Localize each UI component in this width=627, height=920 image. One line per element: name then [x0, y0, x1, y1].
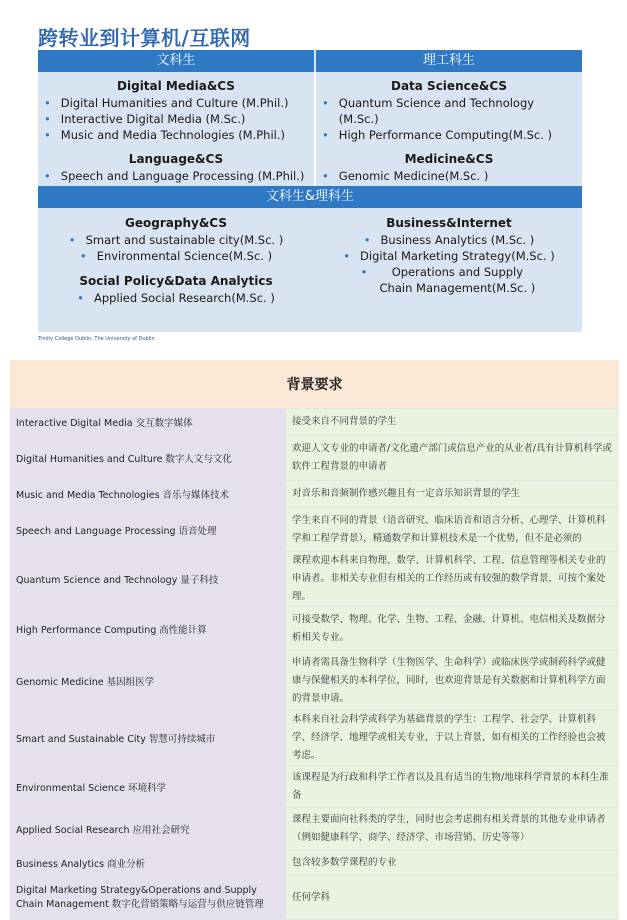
header-arts: 文科生 [38, 50, 314, 72]
bullet-icon: • [343, 249, 351, 263]
bullet-icon: • [44, 169, 51, 183]
requirement-cell: 课程主要面向社科类的学生，同时也会考虑拥有相关背景的其他专业申请者（例如健康科学、商学、经济学、市场营销、历史等等） [286, 808, 619, 851]
group-title: Business&Internet [386, 216, 512, 230]
list-item: • Business Analytics (M.Sc. ) [363, 233, 535, 247]
bullet-icon: • [363, 233, 371, 247]
program-cell: Music and Media Technologies 音乐与媒体技术 [10, 481, 286, 508]
requirement-cell: 该课程是为行政和科学工作者以及具有适当的生物/地球科学背景的本科生准备 [286, 766, 619, 808]
program-cell: Business Analytics 商业分析 [10, 851, 286, 876]
program-cell: Interactive Digital Media 交互数字媒体 [10, 409, 286, 436]
table-row [10, 851, 619, 876]
requirement-cell: 课程欢迎本科来自物理、数学、计算机科学、工程、信息管理等相关专业的申请者。非相关专业但有相关的工作经历或有较强的数学背景，可按个案处理。 [286, 552, 619, 607]
program-cell: Speech and Language Processing 语音处理 [10, 508, 286, 552]
table-row [10, 651, 619, 711]
list-item: • Smart and sustainable city(M.Sc. ) [68, 233, 284, 247]
bullet-icon: • [322, 128, 329, 142]
table-row [10, 808, 619, 851]
bullet-icon: • [77, 291, 84, 305]
program-cell: Quantum Science and Technology 量子科技 [10, 552, 286, 607]
list-item: • Digital Marketing Strategy(M.Sc. ) [343, 249, 555, 263]
program-cell: Genomic Medicine 基因组医学 [10, 651, 286, 711]
list-item: • Applied Social Research(M.Sc. ) [77, 291, 275, 305]
table-row [10, 481, 619, 508]
requirements-table [10, 360, 619, 920]
requirement-cell: 本科来自社会科学或科学为基础背景的学生：工程学、社会学、计算机科学、经济学、地理学或相关专业，于以上背景，如有相关的工作经验也会被考虑。 [286, 711, 619, 766]
requirement-cell: 任何学科 [286, 876, 619, 920]
header-science: 理工科生 [316, 50, 582, 72]
list-item: • Digital Humanities and Culture (M.Phil.) [44, 96, 289, 110]
program-cell: Smart and Sustainable City 智慧可持续城市 [10, 711, 286, 766]
list-item: • High Performance Computing(M.Sc. ) [322, 128, 553, 142]
list-item: • Speech and Language Processing (M.Phil.) [44, 169, 305, 183]
table-header-row [10, 360, 619, 409]
group-language [38, 152, 314, 184]
program-cell: Digital Humanities and Culture 数字人文与文化 [10, 436, 286, 481]
bullet-icon: • [79, 249, 87, 263]
program-cell: Digital Marketing Strategy&Operations and Supply Chain Management 数字化营销策略与运营与供应链管理 [10, 876, 286, 920]
list-item: • Quantum Science and Technology (M.Sc.) [322, 96, 535, 126]
group-medicine [316, 152, 582, 184]
table-header: 背景要求 [10, 360, 619, 409]
table-row [10, 409, 619, 436]
bullet-icon: • [44, 112, 51, 126]
list-item: • Genomic Medicine(M.Sc. ) [322, 169, 489, 183]
bullet-icon: • [322, 169, 329, 183]
group-digital-media [38, 79, 314, 143]
program-panel [38, 50, 582, 332]
table-row [10, 766, 619, 808]
group-business [316, 216, 582, 296]
header-arts-and-science: 文科生&理科生 [38, 186, 582, 208]
requirement-cell: 欢迎人文专业的申请者/文化遗产部门或信息产业的从业者/具有计算机科学或软件工程背景的申请者 [286, 436, 619, 481]
list-item: • Music and Media Technologies (M.Phil.) [44, 128, 286, 142]
group-geography [38, 216, 314, 264]
requirement-cell: 对音乐和音频制作感兴趣且有一定音乐知识背景的学生 [286, 481, 619, 508]
group-title: Digital Media&CS [117, 79, 235, 93]
group-title: Language&CS [128, 152, 224, 166]
requirement-cell: 学生来自不同的背景（语音研究、临床语音和语言分析、心理学、计算机科学和工程学背景），精通数学和计算机技术是一个优势，但不是必须的 [286, 508, 619, 552]
bullet-icon: • [360, 265, 368, 279]
bullet-icon: • [322, 96, 329, 110]
program-cell: High Performance Computing 高性能计算 [10, 607, 286, 651]
table-row [10, 508, 619, 552]
bullet-icon: • [44, 128, 51, 142]
group-data-science [316, 79, 582, 143]
list-item: • Interactive Digital Media (M.Sc.) [44, 112, 246, 126]
requirement-cell: 包含较多数学课程的专业 [286, 851, 619, 876]
requirement-cell: 可接受数学、物理、化学、生物、工程、金融、计算机、电信相关及数据分析相关专业。 [286, 607, 619, 651]
requirement-cell: 接受来自不同背景的学生 [286, 409, 619, 436]
university-credit: Trinity College Dublin, The University of Dublin [38, 336, 155, 342]
page-title: 跨转业到计算机/互联网 [38, 26, 251, 50]
list-item: • Environmental Science(M.Sc. ) [79, 249, 273, 263]
bullet-icon: • [44, 96, 51, 110]
bullet-icon: • [68, 233, 76, 247]
list-item: • Operations and Supply Chain Management(M.Sc. ) [360, 265, 536, 295]
group-title: Medicine&CS [404, 152, 494, 166]
table-row [10, 607, 619, 651]
table-row [10, 552, 619, 607]
group-title: Data Science&CS [390, 79, 507, 93]
group-social-policy [38, 274, 314, 306]
program-cell: Applied Social Research 应用社会研究 [10, 808, 286, 851]
program-cell: Environmental Science 环境科学 [10, 766, 286, 808]
requirement-cell: 申请者需具备生物科学（生物医学、生命科学）或临床医学或制药科学或健康与保健相关的本科学位，同时，也欢迎背景是有关数据和计算机科学方面的背景申请。 [286, 651, 619, 711]
table-row [10, 876, 619, 920]
group-title: Social Policy&Data Analytics [79, 274, 273, 288]
table-row [10, 711, 619, 766]
group-title: Geography&CS [125, 216, 227, 230]
table-row [10, 436, 619, 481]
